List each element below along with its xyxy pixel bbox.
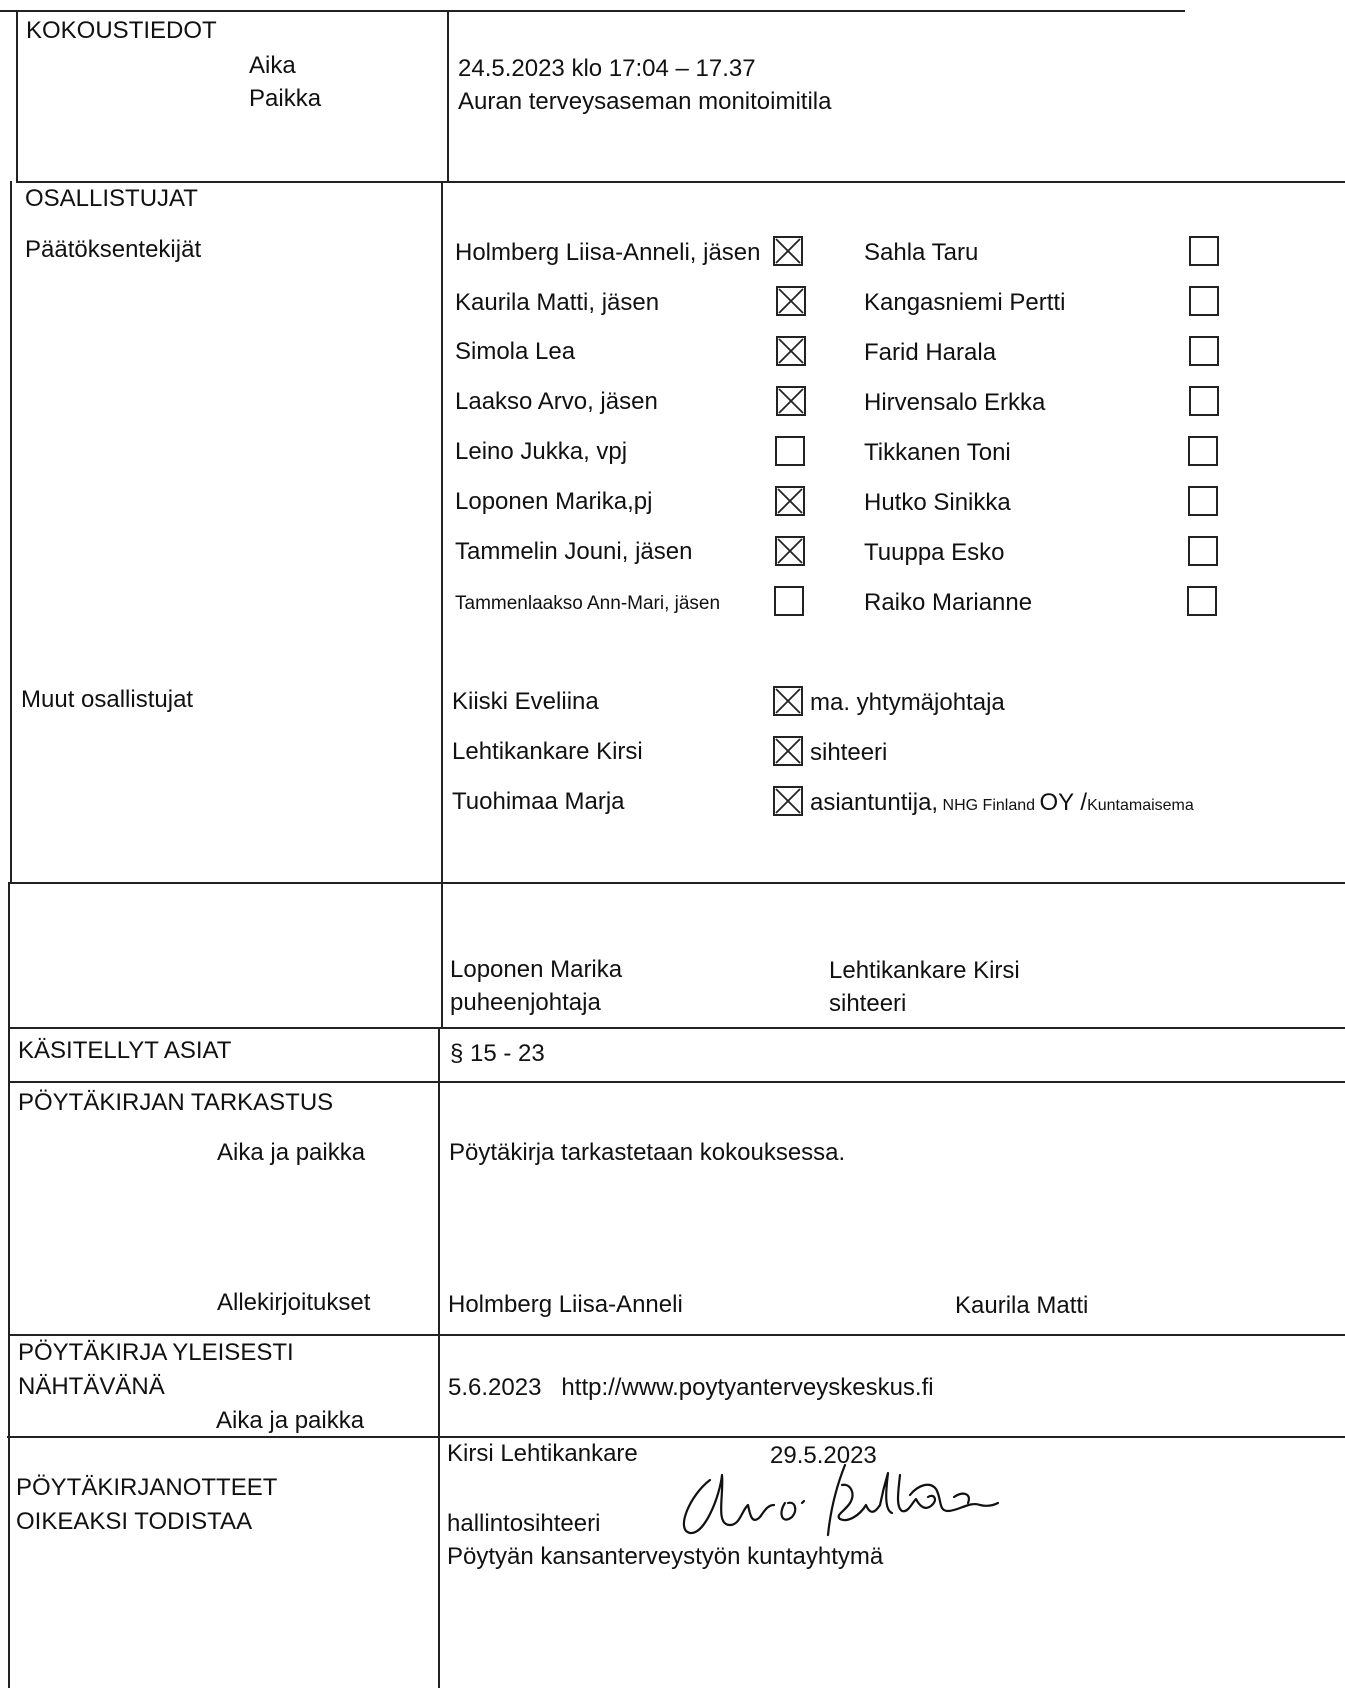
check-x-mark xyxy=(775,788,801,814)
inspection-heading: PÖYTÄKIRJAN TARKASTUS xyxy=(18,1089,334,1116)
attendance-checkbox[interactable] xyxy=(775,536,805,566)
check-x-mark xyxy=(777,538,803,564)
role-company: NHG Finland xyxy=(942,797,1036,814)
row-border xyxy=(16,181,1345,183)
check-x-mark xyxy=(778,338,804,364)
check-x-mark xyxy=(775,238,801,264)
participant-name: Kangasniemi Pertti xyxy=(864,289,1066,316)
role-oy: OY / xyxy=(1039,789,1088,816)
top-rule xyxy=(0,10,1185,12)
row-border xyxy=(7,1436,1345,1438)
participant-name: Tammelin Jouni, jäsen xyxy=(455,538,693,565)
handwritten-signature xyxy=(670,1455,1000,1545)
participant-name: Sahla Taru xyxy=(864,239,979,266)
chair-name: Loponen Marika xyxy=(450,956,623,983)
role-text: asiantuntija, xyxy=(810,789,939,816)
attendance-checkbox[interactable] xyxy=(1188,536,1218,566)
meeting-time-label: Aika xyxy=(249,52,296,79)
check-x-mark xyxy=(777,488,803,514)
meeting-place-label: Paikka xyxy=(249,85,322,112)
other-participant-name: Lehtikankare Kirsi xyxy=(452,738,643,765)
other-participant-role: sihteeri xyxy=(810,739,888,766)
other-participant-name: Tuohimaa Marja xyxy=(452,788,625,815)
attendance-checkbox[interactable] xyxy=(774,586,804,616)
row-border xyxy=(8,1081,1345,1083)
participant-name: Holmberg Liisa-Anneli, jäsen xyxy=(455,239,761,266)
meeting-place-value: Auran terveysaseman monitoimitila xyxy=(458,88,832,115)
public-heading-line2: NÄHTÄVÄNÄ xyxy=(18,1373,165,1400)
participant-name: Hirvensalo Erkka xyxy=(864,389,1046,416)
participant-name: Laakso Arvo, jäsen xyxy=(455,388,658,415)
signatures-label: Allekirjoitukset xyxy=(217,1289,371,1316)
row-border xyxy=(9,1027,1345,1029)
handled-label: KÄSITELLYT ASIAT xyxy=(18,1037,232,1064)
participant-name: Kaurila Matti, jäsen xyxy=(455,289,660,316)
handled-value: § 15 - 23 xyxy=(450,1040,545,1067)
participant-name: Leino Jukka, vpj xyxy=(455,438,628,465)
attendance-checkbox[interactable] xyxy=(773,786,803,816)
other-participant-name: Kiiski Eveliina xyxy=(452,688,599,715)
check-x-mark xyxy=(775,738,801,764)
decision-makers-label: Päätöksentekijät xyxy=(25,236,202,263)
attendance-checkbox[interactable] xyxy=(776,336,806,366)
organization-name: Pöytyän kansanterveystyön kuntayhtymä xyxy=(447,1543,884,1570)
meeting-time-value: 24.5.2023 klo 17:04 – 17.37 xyxy=(458,55,756,82)
secretary-name: Lehtikankare Kirsi xyxy=(829,957,1020,984)
participant-name: Tammenlaakso Ann-Mari, jäsen xyxy=(455,593,721,614)
certification-date: 29.5.2023 xyxy=(770,1442,877,1469)
column-divider xyxy=(441,181,443,1027)
participant-name: Farid Harala xyxy=(864,339,997,366)
check-x-mark xyxy=(778,288,804,314)
secretary-role: sihteeri xyxy=(829,990,907,1017)
attendance-checkbox[interactable] xyxy=(776,386,806,416)
participant-name: Simola Lea xyxy=(455,338,576,365)
extracts-heading-line1: PÖYTÄKIRJANOTTEET xyxy=(16,1474,278,1501)
participants-heading: OSALLISTUJAT xyxy=(25,185,198,212)
extracts-heading-line2: OIKEAKSI TODISTAA xyxy=(16,1508,253,1535)
inspection-time-place-value: Pöytäkirja tarkastetaan kokouksessa. xyxy=(449,1139,846,1166)
attendance-checkbox[interactable] xyxy=(1188,486,1218,516)
inspection-signer-1: Holmberg Liisa-Anneli xyxy=(448,1291,683,1318)
left-border xyxy=(8,882,10,1688)
attendance-checkbox[interactable] xyxy=(1189,236,1219,266)
other-participant-role xyxy=(810,789,1194,817)
left-border xyxy=(16,12,18,182)
inspection-signer-2: Kaurila Matti xyxy=(955,1292,1089,1319)
role-tail: Kuntamaisema xyxy=(1087,797,1194,814)
attendance-checkbox[interactable] xyxy=(1189,336,1219,366)
attendance-checkbox[interactable] xyxy=(1188,436,1218,466)
certifier-name: Kirsi Lehtikankare xyxy=(447,1440,638,1467)
attendance-checkbox[interactable] xyxy=(773,236,803,266)
participant-name: Tikkanen Toni xyxy=(864,439,1011,466)
public-time-place-label: Aika ja paikka xyxy=(216,1407,365,1434)
attendance-checkbox[interactable] xyxy=(1189,286,1219,316)
chair-role: puheenjohtaja xyxy=(450,989,601,1016)
participant-name: Loponen Marika,pj xyxy=(455,488,653,515)
attendance-checkbox[interactable] xyxy=(1189,386,1219,416)
row-border xyxy=(8,1334,1345,1336)
meeting-heading: KOKOUSTIEDOT xyxy=(26,17,217,44)
attendance-checkbox[interactable] xyxy=(773,686,803,716)
check-x-mark xyxy=(775,688,801,714)
left-border xyxy=(10,181,12,883)
attendance-checkbox[interactable] xyxy=(775,436,805,466)
attendance-checkbox[interactable] xyxy=(775,486,805,516)
attendance-checkbox[interactable] xyxy=(1187,586,1217,616)
public-heading-line1: PÖYTÄKIRJA YLEISESTI xyxy=(18,1339,294,1366)
participant-name: Hutko Sinikka xyxy=(864,489,1011,516)
row-border xyxy=(10,882,1345,884)
attendance-checkbox[interactable] xyxy=(773,736,803,766)
column-divider xyxy=(438,1027,440,1688)
others-label: Muut osallistujat xyxy=(21,686,194,713)
participant-name: Raiko Marianne xyxy=(864,589,1033,616)
check-x-mark xyxy=(778,388,804,414)
attendance-checkbox[interactable] xyxy=(776,286,806,316)
certifier-title: hallintosihteeri xyxy=(447,1510,601,1537)
public-value: 5.6.2023 http://www.poytyanterveyskeskus.fi xyxy=(448,1374,934,1401)
other-participant-role: ma. yhtymäjohtaja xyxy=(810,689,1005,716)
column-divider xyxy=(447,12,449,182)
participant-name: Tuuppa Esko xyxy=(864,539,1005,566)
inspection-time-place-label: Aika ja paikka xyxy=(217,1139,366,1166)
